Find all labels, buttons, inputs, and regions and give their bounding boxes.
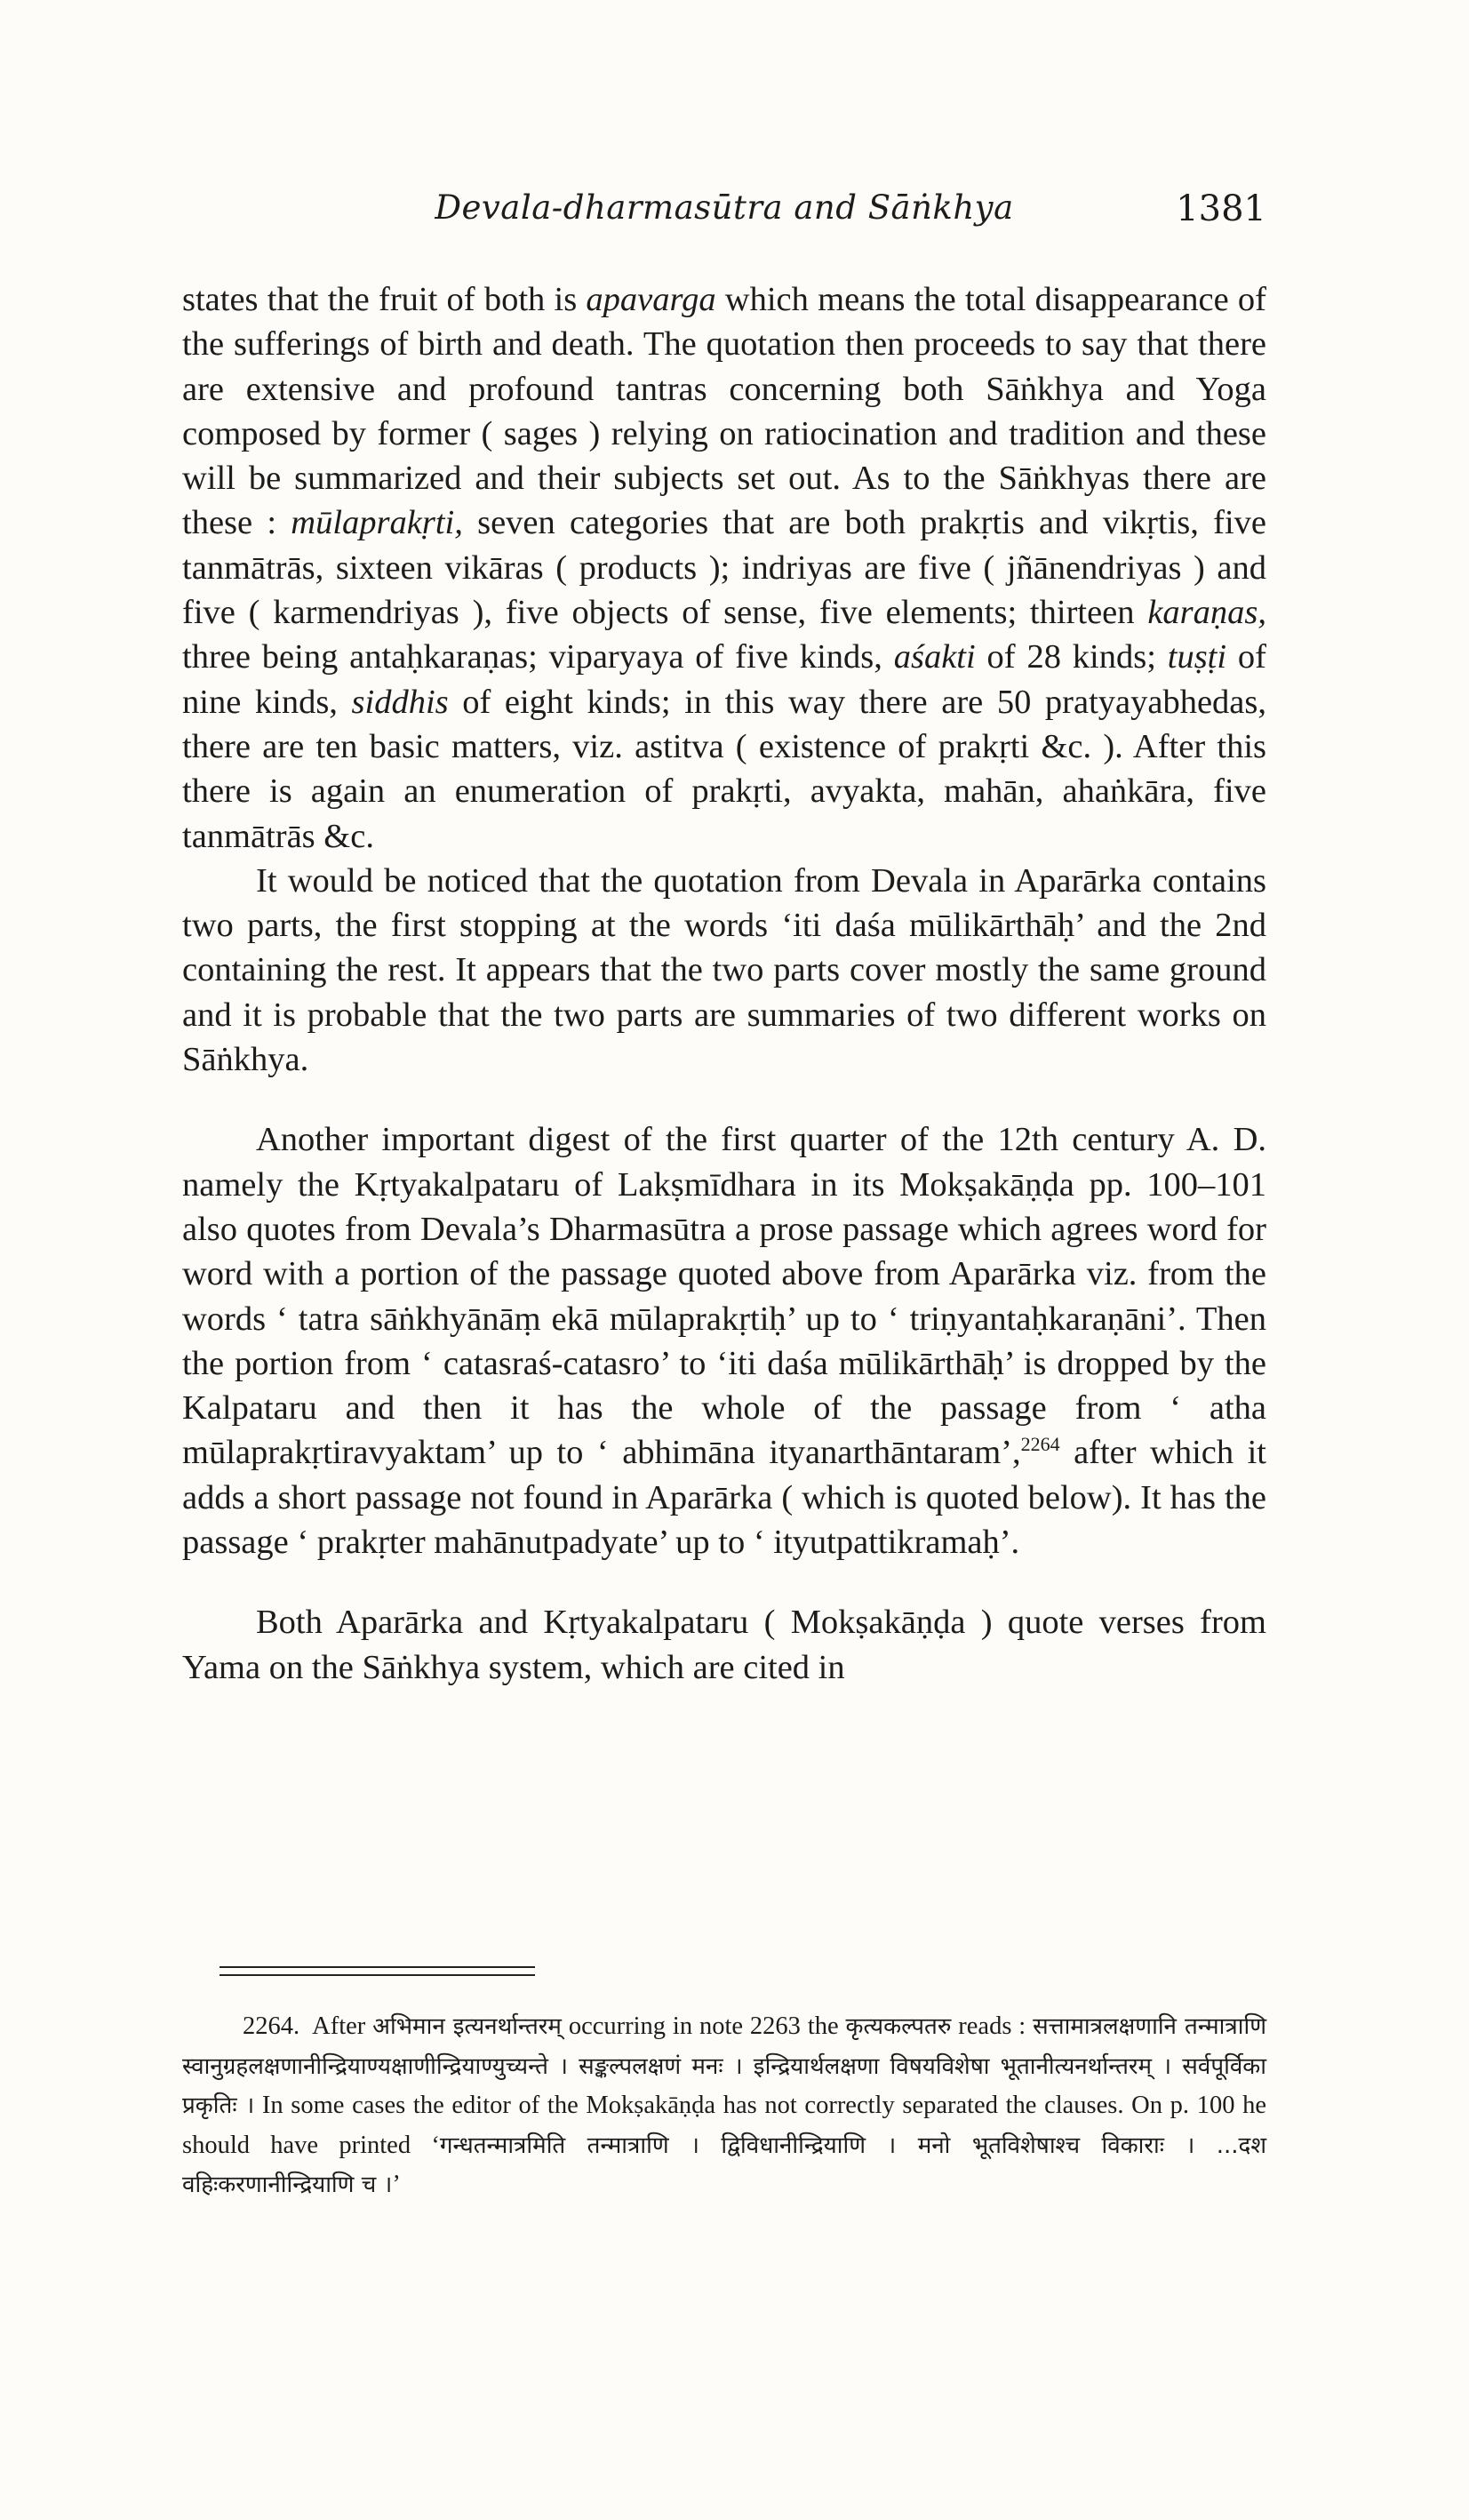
text-run: which means the total disappearance of the sufferings of birth and death. The quotation then proceeds to say that there are extensive and profound tantras concerning both Sāṅkhya and Yoga composed by former ( sages ) relying on ratiocination and tradition and these will be summarized and their subjects set out. As to the Sāṅkhyas there are these : — [182, 281, 1266, 542]
footnote-rule — [220, 1966, 535, 1968]
text-run: of nine kinds, — [182, 638, 1266, 721]
devanagari-text: सत्तामात्रलक्षणानि तन्मात्राणि स्वानुग्रहलक्षणानीन्द्रियाण्यक्षाणीन्द्रियाण्युच्यन्ते । सङ्कल्पलक्षणं मनः । इन्द्रियार्थलक्षणा विषयविशेषा भूतानीत्यनर्थान्तरम् । सर्वपूर्विका प्रकृतिः । — [182, 2013, 1266, 2119]
footnote-number: 2264. — [243, 2012, 300, 2040]
text-run: occurring in note 2263 the — [561, 2012, 846, 2040]
footnote-2264 — [182, 2007, 1266, 2205]
italic-term: karaṇas, — [1147, 594, 1266, 632]
devanagari-text: अभिमान इत्यनर्थान्तरम् — [372, 2013, 562, 2040]
italic-term: aśakti — [893, 638, 976, 676]
footnote-ref[interactable]: 2264 — [1020, 1433, 1060, 1456]
devanagari-text: गन्धतन्मात्रमिति तन्मात्राणि । द्विविधानीन्द्रियाणि । मनो भूतविशेषाश्च विकाराः । ...दश वहिःकरणानीन्द्रियाणि च । — [182, 2132, 1267, 2198]
italic-term: apavarga — [586, 281, 716, 318]
paragraph-2: It would be noticed that the quotation from Devala in Aparārka contains two parts, the first stopping at the words ‘iti daśa mūlikārthāḥ’ and the 2nd containing the rest. It appears that the two parts cover mostly the same ground and it is probable that the two parts are summaries of two different works on Sāṅkhya. — [182, 861, 1266, 1079]
paragraph-1 — [182, 277, 1266, 859]
text-run: After — [312, 2012, 373, 2040]
page-number: 1381 — [1176, 188, 1266, 229]
text-run: after which it adds a short passage not found in Aparārka ( which is quoted below). It has the passage ‘ prakṛter mahānutpadyate’ up to ‘ ityutpattikramaḥ’. — [182, 1434, 1267, 1562]
footnote-rule-double — [220, 1974, 535, 1976]
devanagari-text: कृत्यकल्पतरु — [845, 2013, 952, 2040]
text-run: In some cases the editor of the Mokṣakāṇḍa has not correctly separated the clauses. On p. 100 he should have printed ‘ — [182, 2092, 1267, 2159]
text-run: of 28 kinds; — [975, 638, 1168, 676]
text-run: reads : — [951, 2012, 1034, 2040]
text-run: of eight kinds; in this way there are 50 pratyayabhedas, there are ten basic matters, viz. astitva ( existence of prakṛti &c. ). After this there is again an enumeration of prakṛti, avyakta, mahān, ahaṅkāra, five tanmātrās &c. — [182, 683, 1266, 855]
text-run: seven categories that are both prakṛtis and vikṛtis, five tanmātrās, sixteen vikāras ( products ); indriyas are five ( jñānendriyas ) and five ( karmendriyas ), five objects of sense, five elements; thirteen — [182, 504, 1266, 632]
text-run: states that the fruit of both is — [182, 281, 587, 318]
footnote-text — [182, 2007, 1266, 2205]
body-text — [182, 277, 1266, 1690]
text-run: three being antaḥkaraṇas; viparyaya of five kinds, — [182, 638, 894, 676]
italic-term: mūlaprakṛti, — [291, 504, 463, 542]
text-run: Another important digest of the first quarter of the 12th century A. D. namely the Kṛtyakalpataru of Lakṣmīdhara in its Mokṣakāṇḍa pp. 100–101 also quotes from Devala’s Dharmasūtra a prose passage which agrees word for word with a portion of the passage quoted above from Aparārka viz. from the words ‘ tatra sāṅkhyānāṃ ekā mūlaprakṛtiḥ’ up to ‘ triṇyantaḥkaraṇāni’. Then the portion from ‘ catasraś-catasro’ to ‘iti daśa mūlikārthāḥ’ is dropped by the Kalpataru and then it has the whole of the passage from ‘ atha mūlaprakṛtiravyaktam’ up to ‘ abhimāna ityanarthāntaram’, — [182, 1121, 1266, 1472]
text-run: ’ — [392, 2171, 401, 2198]
italic-term: siddhis — [351, 683, 449, 721]
running-header — [182, 188, 1266, 242]
paragraph-3 — [182, 1117, 1266, 1564]
paragraph-4: Both Aparārka and Kṛtyakalpataru ( Mokṣakāṇḍa ) quote verses from Yama on the Sāṅkhya system, which are cited in — [182, 1604, 1266, 1686]
running-title: Devala-dharmasūtra and Sāṅkhya — [435, 188, 1014, 227]
italic-term: tuṣṭi — [1167, 638, 1227, 676]
